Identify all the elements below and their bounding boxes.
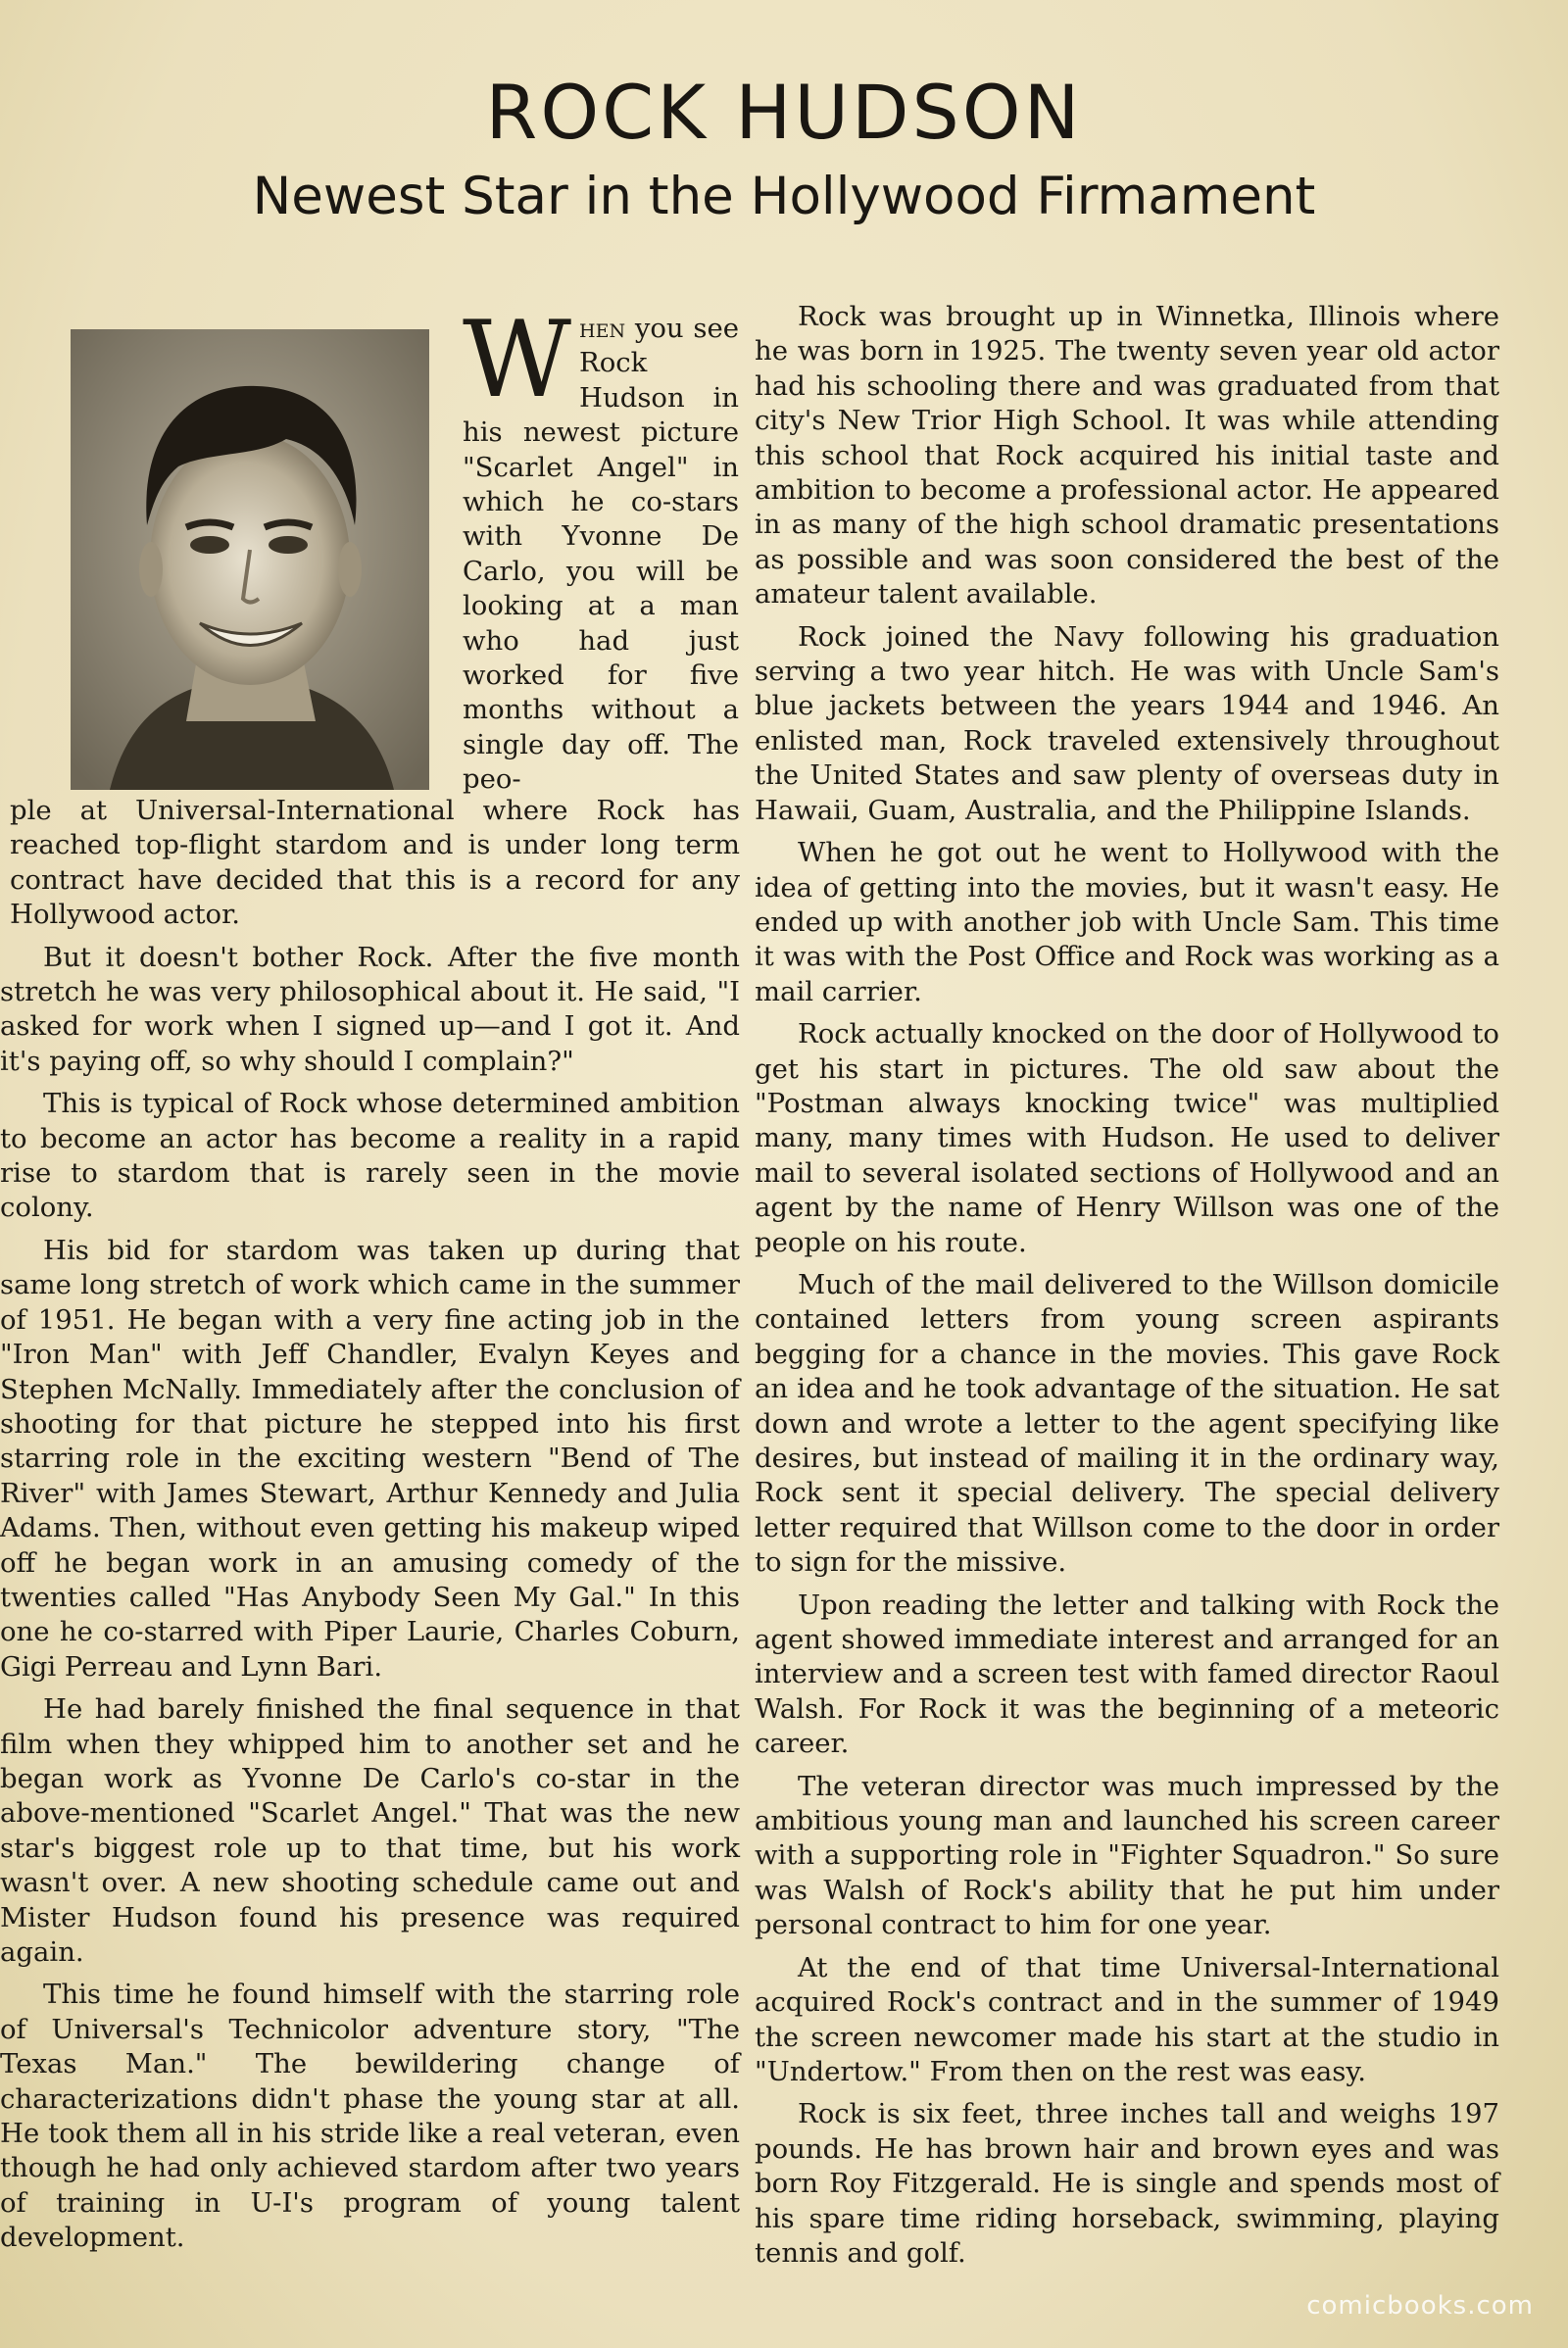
body-paragraph: At the end of that time Universal-International acquired Rock's contract and in the summer of 1949 the screen newcomer made his start at the studio in "Undertow." From then on the rest was easy. (755, 1951, 1499, 2087)
site-watermark: comicbooks.com (1306, 2291, 1534, 2321)
article-subtitle: Newest Star in the Hollywood Firmament (252, 167, 1316, 226)
intro-smallcaps: hen (579, 313, 626, 344)
intro-paragraph: you see Rock Hudson in his newest picture "Scarlet Angel" in which he co-stars with Yvonne De Carlo, you will be looking at a man who had just worked for five months without a single day off. The peo- (463, 313, 739, 796)
body-paragraph: Rock actually knocked on the door of Hollywood to get his start in pictures. The old saw about the "Postman always knocking twice" was multiplied many, many times with Hudson. He used to deliver mail to several isolated sections of Hollywood and an agent by the name of Henry Willson was one of the people on his route. (755, 1018, 1499, 1258)
right-column (755, 300, 1499, 2278)
portrait-image (71, 329, 429, 790)
portrait-photo (71, 329, 429, 790)
body-paragraph: This time he found himself with the starring role of Universal's Technicolor adventure story, "The Texas Man." The bewildering change of characterizations didn't phase the young star at all. He took them all in his stride like a real veteran, even though he had only achieved stardom after two years of training in U-I's program of young talent development. (0, 1979, 740, 2254)
body-paragraph: When he got out he went to Hollywood with the idea of getting into the movies, but it wasn't easy. He ended up with another job with Uncle Sam. This time it was with the Post Office and Rock was working as a mail carrier. (755, 837, 1499, 1007)
body-paragraph: His bid for stardom was taken up during that same long stretch of work which came in the summer of 1951. He began with a very fine acting job in the "Iron Man" with Jeff Chandler, Evalyn Keyes and Stephen McNally. Immediately after the conclusion of shooting for that picture he stepped into his first starring role in the exciting western "Bend of The River" with James Stewart, Arthur Kennedy and Julia Adams. Then, without even getting his makeup wiped off he began work in an amusing comedy of the twenties called "Has Anybody Seen My Gal." In this one he co-starred with Piper Laurie, Charles Coburn, Gigi Perreau and Lynn Bari. (0, 1234, 740, 1683)
left-column (0, 794, 740, 2264)
body-paragraph: Upon reading the letter and talking with Rock the agent showed immediate interest and arranged for an interview and a screen test with famed director Raoul Walsh. For Rock it was the beginning of a meteoric career. (755, 1589, 1499, 1760)
body-paragraph: The veteran director was much impressed by the ambitious young man and launched his screen career with a supporting role in "Fighter Squadron." So sure was Walsh of Rock's ability that he put him under personal contract to him for one year. (755, 1770, 1499, 1941)
body-paragraph: ple at Universal-International where Rock has reached top-flight stardom and is under long term contract have decided that this is a record for any Hollywood actor. (10, 795, 740, 931)
body-paragraph: Rock joined the Navy following his graduation serving a two year hitch. He was with Uncle Sam's blue jackets between the years 1944 and 1946. An enlisted man, Rock traveled extensively throughout the United States and saw plenty of overseas duty in Hawaii, Guam, Australia, and the Philippine Islands. (755, 620, 1499, 826)
body-paragraph: He had barely finished the final sequence in that film when they whipped him to another set and he began work as Yvonne De Carlo's co-star in the above-mentioned "Scarlet Angel." That was the new star's biggest role up to that time, but his work wasn't over. A new shooting schedule came out and Mister Hudson found his presence was required again. (0, 1693, 740, 1968)
intro-column (463, 299, 739, 806)
body-paragraph: But it doesn't bother Rock. After the five month stretch he was very philosophical about it. He said, "I asked for work when I signed up—and I got it. And it's paying off, so why should I complain?" (0, 941, 740, 1077)
article-title: ROCK HUDSON (485, 69, 1083, 156)
body-paragraph: Much of the mail delivered to the Willson domicile contained letters from young screen aspirants begging for a chance in the movies. This gave Rock an idea and he took advantage of the situation. He sat down and wrote a letter to the agent specifying like desires, but instead of mailing it in the ordinary way, Rock sent it special delivery. The special delivery letter required that Willson come to the door in order to sign for the missive. (755, 1268, 1499, 1579)
drop-cap: W (463, 299, 572, 421)
body-paragraph: This is typical of Rock whose determined ambition to become an actor has become a reality in a rapid rise to stardom that is rarely seen in the movie colony. (0, 1088, 740, 1224)
body-paragraph: Rock is six feet, three inches tall and weighs 197 pounds. He has brown hair and brown eyes and was born Roy Fitzgerald. He is single and spends most of his spare time riding horseback, swimming, playing tennis and golf. (755, 2098, 1499, 2269)
body-paragraph: Rock was brought up in Winnetka, Illinois where he was born in 1925. The twenty seven year old actor had his schooling there and was graduated from that city's New Trior High School. It was while attending this school that Rock acquired his initial taste and ambition to become a professional actor. He appeared in as many of the high school dramatic presentations as possible and was soon considered the best of the amateur talent available. (755, 301, 1499, 611)
